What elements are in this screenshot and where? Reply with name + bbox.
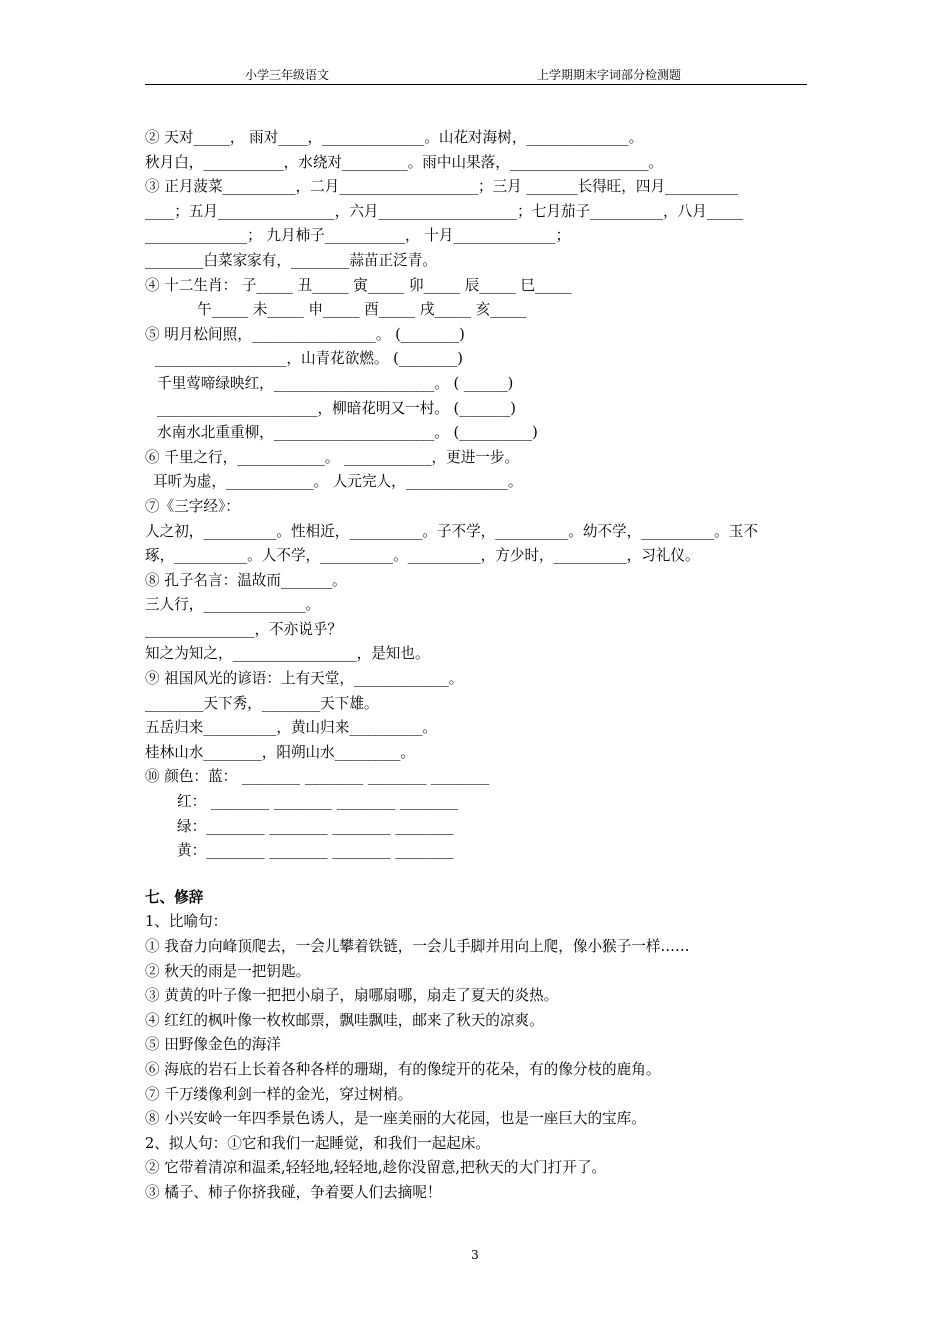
text-line: ⑨ 祖国风光的谚语：上有天堂，_____________。 [145,670,464,688]
text-line: ④ 十二生肖： 子_____ 丑_____ 寅_____ 卯_____ 辰_____ 巳_____ [145,276,572,294]
text-line: ________天下秀，________天下雄。 [145,694,379,712]
text-line: 知之为知之，_________________，是知也。 [145,645,430,663]
text-line: ② 它带着清凉和温柔,轻轻地,轻轻地,趁你没留意,把秋天的大门打开了。 [145,1159,607,1177]
text-line: ② 秋天的雨是一把钥匙。 [145,962,311,980]
text-line: 水南水北重重柳，______________________。 (__________) [157,424,538,442]
text-line: 人之初，__________。性相近，__________。子不学，__________。幼不学，__________。玉不 [145,522,758,540]
text-line: ____；五月________________，六月___________________；七月茄子__________，八月_____ [145,202,744,220]
text-line: ⑧ 孔子名言：温故而_______。 [145,571,347,589]
text-line: ⑤ 明月松间照，_________________。 (________) [145,325,465,343]
text-line: ② 天对_____， 雨对____，______________。山花对海树，______________。 [145,129,644,146]
text-line: ⑥ 海底的岩石上长着各种各样的珊瑚，有的像绽开的花朵，有的像分枝的鹿角。 [145,1060,661,1078]
text-line: 红： ________ ________ ________ ________ [177,793,459,811]
text-line: ⑧ 小兴安岭一年四季景色诱人，是一座美丽的大花园，也是一座巨大的宝库。 [145,1110,646,1128]
page-header [145,66,807,85]
text-line: ________白菜家家有，________蒜苗正泛青。 [145,251,437,269]
text-line: 秋月白，___________，水绕对_________。雨中山果落，___________________。 [145,153,664,171]
text-line: 桂林山水________，阳朔山水_________。 [145,743,415,761]
text-line: ③ 橘子、柿子你挤我碰，争着要人们去摘呢！ [145,1183,442,1201]
text-line: ⑤ 田野像金色的海洋 [145,1036,281,1054]
text-line: 五岳归来__________，黄山归来__________。 [145,719,437,737]
text-line: 1、比喻句： [145,913,228,931]
text-line: 2、拟人句：①它和我们一起睡觉，和我们一起起床。 [145,1134,490,1152]
text-line: ⑦《三字经》： [145,497,240,515]
blank-line [145,864,807,886]
text-line: ⑦ 千万缕像利剑一样的金光，穿过树梢。 [145,1085,413,1103]
text-line: 黄：________ ________ ________ ________ [177,842,454,860]
text-line: 耳听为虚，____________。 人元完人，______________。 [153,473,523,491]
text-line: ______________； 九月柿子___________， 十月______________； [145,227,571,245]
page-number: 3 [471,1248,479,1262]
text-line: ③ 正月菠菜__________，二月___________________；三月 _______长得旺，四月__________ [145,178,739,196]
section-heading: 七、修辞 [145,888,204,906]
text-line: ⑥ 千里之行，____________。 ____________，更进一步。 [145,448,520,466]
text-line: 绿：________ ________ ________ ________ [177,817,454,835]
header-subject: 小学三年级语文 [245,68,330,82]
text-line: ⑩ 颜色：蓝： ________ ________ ________ ________ [145,768,490,786]
text-line: __________________，山青花欲燃。 (________) [155,350,463,368]
text-line: 琢，__________。人不学，__________。__________，方少时，__________，习礼仪。 [145,547,700,565]
text-line: _______________，不亦说乎？ [145,620,343,638]
text-line: ③ 黄黄的叶子像一把把小扇子，扇哪扇哪，扇走了夏天的炎热。 [145,987,559,1005]
text-line: 午_____ 未_____ 申_____ 酉_____ 戌_____ 亥_____ [197,301,527,319]
text-line: 三人行，______________。 [145,596,321,614]
text-line: ④ 红红的枫叶像一枚枚邮票，飘哇飘哇，邮来了秋天的凉爽。 [145,1011,544,1029]
text-line: ______________________，柳暗花明又一村。 (_______) [157,399,516,417]
header-title: 上学期期末字词部分检测题 [537,68,682,82]
text-line: ① 我奋力向峰顶爬去，一会儿攀着铁链，一会儿手脚并用向上爬，像小猴子一样…… [145,938,690,955]
text-line: 千里莺啼绿映红，______________________。 ( ______) [157,374,514,392]
document-body [145,126,807,1206]
